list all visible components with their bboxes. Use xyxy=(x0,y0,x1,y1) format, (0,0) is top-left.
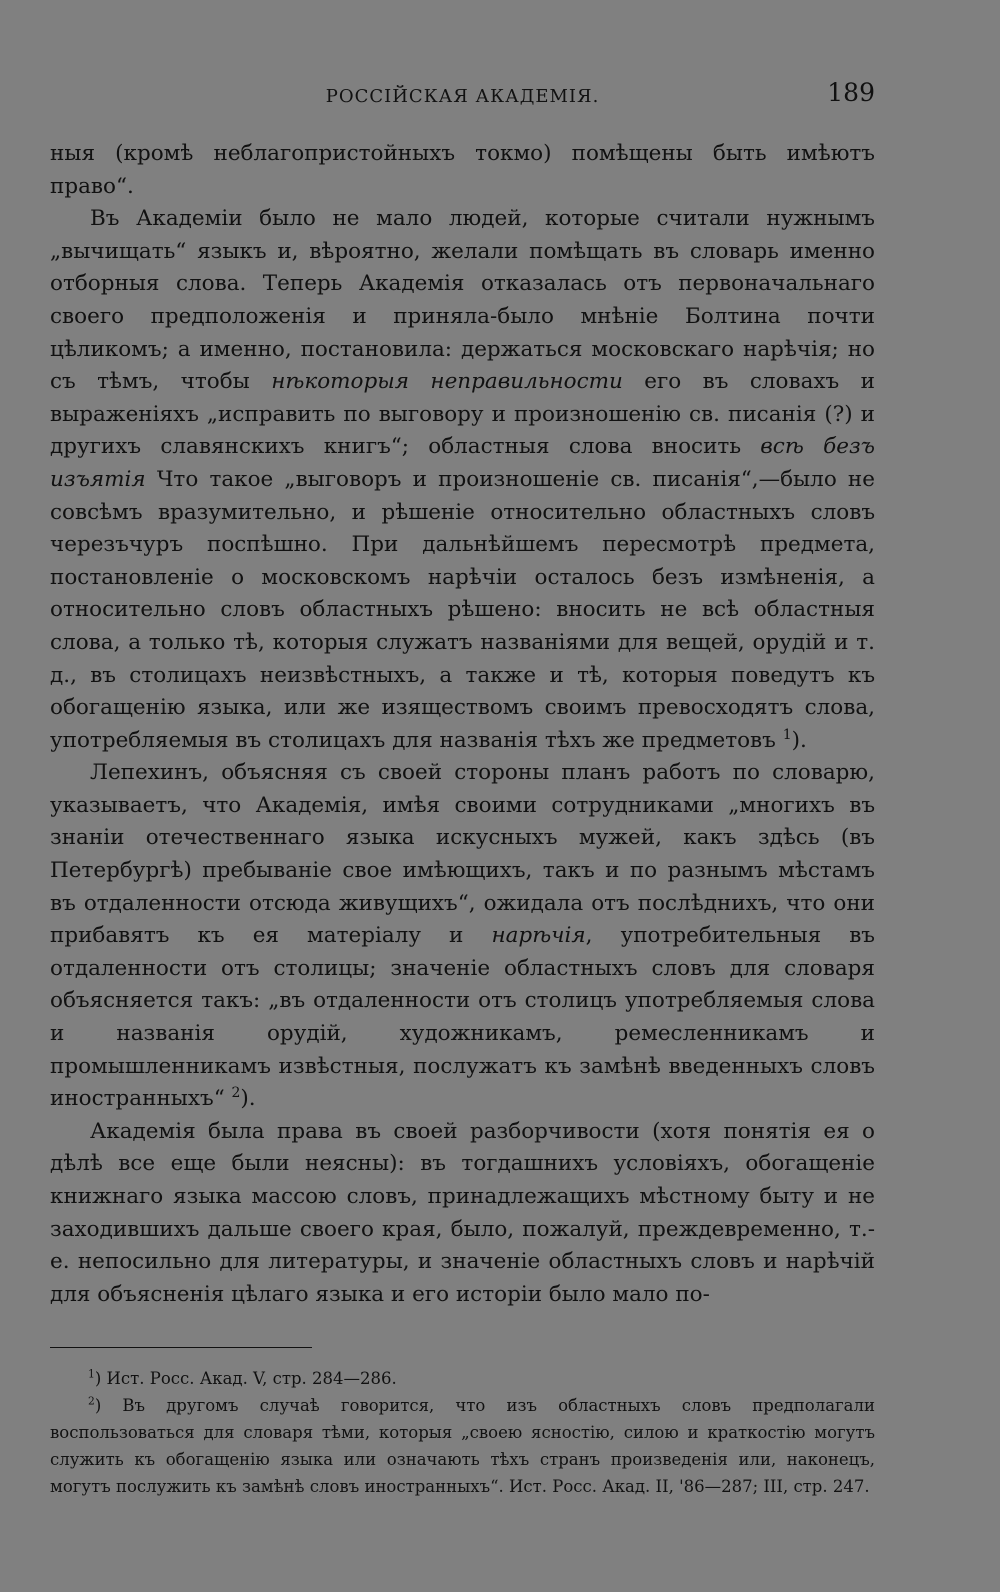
footnote xyxy=(50,1365,875,1392)
text-run: Что такое „выговоръ и произношеніе св. писанія“,—было не совсѣмъ вразумительно, и рѣшеніе относительно областныхъ словъ черезъчуръ поспѣшно. При дальнѣйшемъ пересмотрѣ предмета, постановленіе о московскомъ нарѣчіи осталось безъ измѣненія, а относительно словъ областныхъ рѣшено: вносить не всѣ областныя слова, а только тѣ, которыя служатъ названіями для вещей, орудій и т. д., въ столицахъ неизвѣстныхъ, а также и тѣ, которыя поведутъ къ обогащенію языка, или же изяществомъ своимъ превосходятъ слова, употребляемыя въ столицахъ для названія тѣхъ же предметовъ xyxy=(50,466,875,753)
running-title: РОССІЙСКАЯ АКАДЕМІЯ. xyxy=(325,86,600,107)
paragraph xyxy=(50,757,875,1116)
paragraph xyxy=(50,203,875,757)
text-run: ) Въ другомъ случаѣ говорится, что изъ областныхъ словъ предполагали воспользоваться для словаря тѣми, которыя „своею ясностію, силою и краткостію могутъ служить къ обогащенію языка или означають тѣхъ странъ произведенія или, наконецъ, могутъ послужить къ замѣнѣ словъ иностранныхъ“. Ист. Росс. Акад. II, '86—287; III, стр. 247. xyxy=(50,1396,875,1496)
text-run: ныя (кромѣ неблагопристойныхъ токмо) помѣщены быть имѣютъ право“. xyxy=(50,141,875,199)
main-text xyxy=(50,138,875,1311)
text-run: , употребительныя въ отдаленности отъ столицы; значеніе областныхъ словъ для словаря объясняется такъ: „въ отдаленности отъ столицъ употребляемыя слова и названія орудій, художникамъ, ремесленникамъ и промышленникамъ извѣстныя, послужатъ къ замѣнѣ введенныхъ словъ иностранныхъ“ xyxy=(50,923,875,1112)
paragraph xyxy=(50,138,875,203)
text-run: ). xyxy=(791,727,807,753)
text-run: ). xyxy=(240,1086,256,1112)
footnote-marker: 1 xyxy=(782,726,792,743)
text-run: его въ словахъ и выраженіяхъ „исправить по выговору и произношенію св. писанія (?) и другихъ славянскихъ книгъ“; областныя слова вносить xyxy=(50,369,875,460)
footnote-marker: 2 xyxy=(231,1085,241,1102)
running-header xyxy=(50,78,875,118)
text-run: ) Ист. Росс. Акад. V, стр. 284—286. xyxy=(94,1369,397,1388)
emphasized-text: всѣ безъ изъятія xyxy=(50,434,875,492)
page-number: 189 xyxy=(827,78,875,107)
emphasized-text: нѣкоторыя неправильности xyxy=(271,369,623,395)
text-run: Лепехинъ, объясняя съ своей стороны планъ работъ по словарю, указываетъ, что Академія, имѣя своими сотрудниками „многихъ въ знаніи отечественнаго языка искусныхъ мужей, какъ здѣсь (въ Петербургѣ) пребываніе свое имѣющихъ, такъ и по разнымъ мѣстамъ въ отдаленности отсюда живущихъ“, ожидала отъ послѣднихъ, что они прибавятъ къ ея матеріалу и xyxy=(50,760,875,949)
footnote-marker: 1 xyxy=(88,1367,95,1381)
emphasized-text: нарѣчія xyxy=(491,923,586,949)
text-run: Въ Академіи было не мало людей, которые считали нужнымъ „вычищать“ языкъ и, вѣроятно, желали помѣщать въ словарь именно отборныя слова. Теперь Академія отказалась отъ первоначальнаго своего предположенія и приняла-было мнѣніе Болтина почти цѣликомъ; а именно, постановила: держаться московскаго нарѣчія; но съ тѣмъ, чтобы xyxy=(50,206,875,395)
footnotes xyxy=(50,1365,875,1500)
footnote xyxy=(50,1392,875,1500)
paragraph xyxy=(50,1116,875,1312)
text-run: Академія была права въ своей разборчивости (хотя понятія ея о дѣлѣ все еще были неясны): въ тогдашнихъ условіяхъ, обогащеніе книжнаго языка массою словъ, принадлежащихъ мѣстному быту и не заходившихъ дальше своего края, было, пожалуй, преждевременно, т.-е. непосильно для литературы, и значеніе областныхъ словъ и нарѣчій для объясненія цѣлаго языка и его исторіи было мало по- xyxy=(50,1118,875,1307)
footnote-marker: 2 xyxy=(88,1394,95,1408)
footnote-separator xyxy=(50,1347,312,1348)
